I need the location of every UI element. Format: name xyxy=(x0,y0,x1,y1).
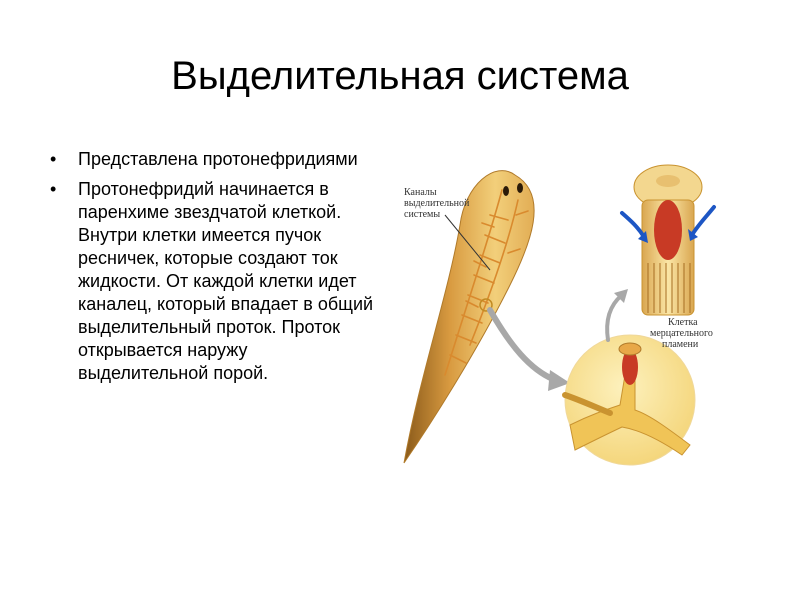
eye-right xyxy=(517,183,523,193)
label-canals: Каналы выделительной системы xyxy=(404,187,470,220)
bullet-icon: • xyxy=(50,149,57,169)
blue-arrow-left-icon xyxy=(622,213,644,237)
bullet-list xyxy=(48,148,378,392)
label-flame-cell: Клетка мерцательного пламени xyxy=(650,317,713,350)
bullet-text: Протонефридий начинается в паренхиме звездчатой клеткой. Внутри клетки имеется пучок ресничек, которые создают ток жидкости. От каждой клетки идет каналец, который впадает в общий выделительный проток. Проток открывается наружу выделительной порой. xyxy=(78,179,374,383)
small-flame-cap xyxy=(619,343,641,355)
slide-title: Выделительная система xyxy=(171,54,629,98)
gray-arrow-up-icon xyxy=(607,295,622,340)
gray-arrow-icon xyxy=(490,310,555,380)
excretory-system-illustration xyxy=(390,145,720,475)
eye-left xyxy=(503,186,509,196)
bullet-text: Представлена протонефридиями xyxy=(78,149,358,169)
blue-arrow-right-icon xyxy=(692,207,714,235)
magnified-flame xyxy=(654,200,682,260)
bullet-icon: • xyxy=(50,179,57,199)
bullet-item xyxy=(48,148,378,171)
magnified-cell-nucleus xyxy=(656,175,680,187)
bullet-item xyxy=(48,178,378,385)
